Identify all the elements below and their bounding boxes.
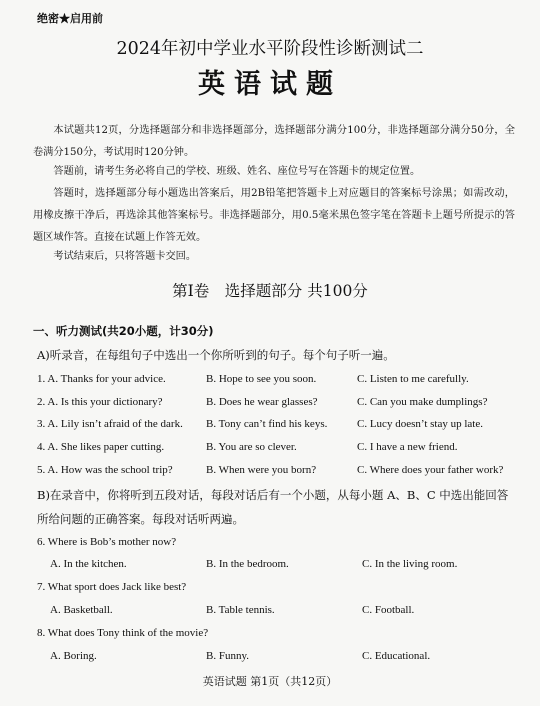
option-b: B. Funny. bbox=[206, 650, 249, 662]
instruction-a: A)听录音，在每组句子中选出一个你所听到的句子。每个句子听一遍。 bbox=[37, 348, 395, 362]
option-c: C. Listen to me carefully. bbox=[357, 373, 469, 385]
option-a: A. Basketball. bbox=[50, 604, 113, 616]
note-paragraph: 本试题共12页，分选择题部分和非选择题部分，选择题部分满分100分，非选择题部分满分50分，全卷满分150分，考试用时120分钟。 bbox=[33, 125, 515, 158]
option-a: A. In the kitchen. bbox=[50, 558, 127, 570]
option-c: C. I have a new friend. bbox=[357, 441, 458, 453]
question-stem: 8. What does Tony think of the movie? bbox=[37, 627, 209, 639]
option-a: 3. A. Lily isn’t afraid of the dark. bbox=[37, 418, 183, 430]
option-a: 2. A. Is this your dictionary? bbox=[37, 396, 163, 408]
subject-title: 英语试题 bbox=[198, 69, 342, 100]
instruction-b: B)在录音中，你将听到五段对话，每段对话后有一个小题，从每小题 A、B、C 中选出能回答所给问题的正确答案。每段对话听两遍。 bbox=[37, 488, 509, 526]
option-a: 5. A. How was the school trip? bbox=[37, 464, 173, 476]
option-c: C. Can you make dumplings? bbox=[357, 396, 488, 408]
option-b: B. Tony can’t find his keys. bbox=[206, 418, 328, 430]
note-paragraph: 答题前，请考生务必将自己的学校、班级、姓名、座位号写在答题卡的规定位置。 bbox=[53, 166, 421, 177]
option-b: B. In the bedroom. bbox=[206, 558, 289, 570]
question-stem: 7. What sport does Jack like best? bbox=[37, 581, 187, 593]
option-b: B. You are so clever. bbox=[206, 441, 297, 453]
section-title: 一、听力测试(共20小题，计30分) bbox=[33, 324, 214, 338]
page-footer: 英语试题 第1页（共12页） bbox=[202, 675, 338, 688]
option-a: 1. A. Thanks for your advice. bbox=[37, 373, 166, 385]
part-title: 第Ⅰ卷 选择题部分 共100分 bbox=[172, 282, 368, 300]
option-a: 4. A. She likes paper cutting. bbox=[37, 441, 165, 453]
exam-title: 2024年初中学业水平阶段性诊断测试二 bbox=[116, 39, 424, 59]
option-c: C. Lucy doesn’t stay up late. bbox=[357, 418, 483, 430]
option-c: C. In the living room. bbox=[362, 558, 458, 570]
confidential-mark: 绝密★启用前 bbox=[37, 12, 103, 25]
option-b: B. Hope to see you soon. bbox=[206, 373, 317, 385]
option-c: C. Where does your father work? bbox=[357, 464, 504, 476]
option-b: B. Does he wear glasses? bbox=[206, 396, 318, 408]
note-paragraph: 考试结束后，只将答题卡交回。 bbox=[53, 251, 197, 262]
question-stem: 6. Where is Bob’s mother now? bbox=[37, 536, 177, 548]
option-a: A. Boring. bbox=[50, 650, 97, 662]
note-paragraph: 答题时，选择题部分每小题选出答案后，用2B铅笔把答题卡上对应题目的答案标号涂黑；如需改动，用橡皮擦干净后，再选涂其他答案标号。非选择题部分，用0.5毫米黑色签字笔在答题卡上题号所提示的答题区域作答。直接在试题上作答无效。 bbox=[33, 188, 515, 243]
option-c: C. Educational. bbox=[362, 650, 431, 662]
option-b: B. Table tennis. bbox=[206, 604, 275, 616]
option-c: C. Football. bbox=[362, 604, 415, 616]
option-b: B. When were you born? bbox=[206, 464, 317, 476]
